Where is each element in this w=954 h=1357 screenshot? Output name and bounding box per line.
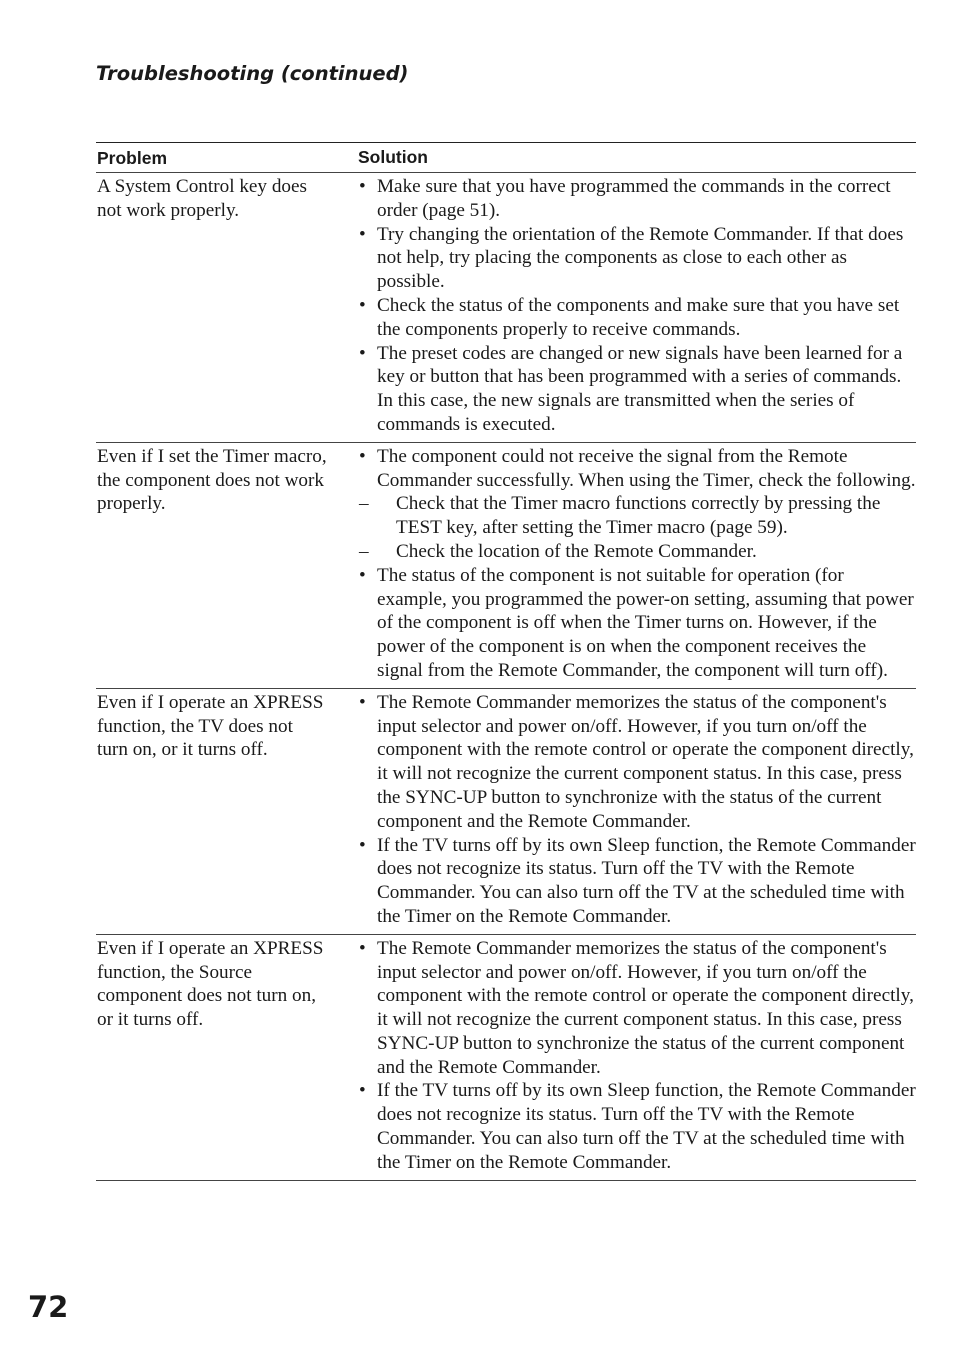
table-row xyxy=(96,173,916,443)
problem-cell: Even if I set the Timer macro, the component does not work properly. xyxy=(97,445,327,515)
troubleshooting-table xyxy=(96,142,916,1181)
column-header-solution: Solution xyxy=(358,147,428,167)
table-row xyxy=(96,689,916,935)
page-number: 72 xyxy=(28,1290,69,1324)
solution-bullet: • The preset codes are changed or new signals have been learned for a key or button that has been programmed with a series of commands. In this case, the new signals are transmitted when the series of commands is executed. xyxy=(358,342,916,437)
solution-bullet: • The status of the component is not suitable for operation (for example, you programmed the power-on setting, assuming that power of the component is off when the Timer turns on. However, if the power of the component is on when the component receives the signal from the Remote Commander, the component will turn off). xyxy=(358,564,916,683)
section-title: Troubleshooting (continued) xyxy=(96,62,409,85)
problem-cell: Even if I operate an XPRESS function, the TV does not turn on, or it turns off. xyxy=(97,691,324,761)
problem-cell: A System Control key does not work properly. xyxy=(97,176,307,221)
solution-bullet: • The component could not receive the signal from the Remote Commander successfully. When using the Timer, check the following. xyxy=(358,445,916,493)
table-row xyxy=(96,443,916,689)
solution-subitem: – Check the location of the Remote Commander. xyxy=(358,540,916,564)
solution-bullet: • The Remote Commander memorizes the status of the component's input selector and power on/off. However, if you turn on/off the component with the remote control or operate the component directly, it will not recognize the current component status. In this case, press the SYNC-UP button to synchronize with the status of the current component and the Remote Commander. xyxy=(358,691,916,834)
solution-subitem: – Check that the Timer macro functions correctly by pressing the TEST key, after setting the Timer macro (page 59). xyxy=(358,492,916,540)
table-row xyxy=(96,935,916,1181)
solution-cell xyxy=(358,937,916,1175)
solution-cell xyxy=(358,175,916,437)
solution-cell xyxy=(358,445,916,683)
solution-bullet: • Check the status of the components and make sure that you have set the components properly to receive commands. xyxy=(358,294,916,342)
solution-bullet: • If the TV turns off by its own Sleep function, the Remote Commander does not recognize its status. Turn off the TV with the Remote Commander. You can also turn off the TV at the scheduled time with the Timer on the Remote Commander. xyxy=(358,1079,916,1174)
solution-bullet: • Make sure that you have programmed the commands in the correct order (page 51). xyxy=(358,175,916,223)
column-header-problem: Problem xyxy=(97,148,168,168)
table-header xyxy=(96,143,916,173)
solution-bullet: • If the TV turns off by its own Sleep function, the Remote Commander does not recognize its status. Turn off the TV with the Remote Commander. You can also turn off the TV at the scheduled time with the Timer on the Remote Commander. xyxy=(358,834,916,929)
solution-cell xyxy=(358,691,916,929)
solution-bullet: • Try changing the orientation of the Remote Commander. If that does not help, try placing the components as close to each other as possible. xyxy=(358,223,916,294)
solution-bullet: • The Remote Commander memorizes the status of the component's input selector and power on/off. However, if you turn on/off the component with the remote control or operate the component directly, it will not recognize the current component status. In this case, press SYNC-UP button to synchronize the status of the current component and the Remote Commander. xyxy=(358,937,916,1080)
problem-cell: Even if I operate an XPRESS function, the Source component does not turn on, or it turns off. xyxy=(97,937,324,1031)
